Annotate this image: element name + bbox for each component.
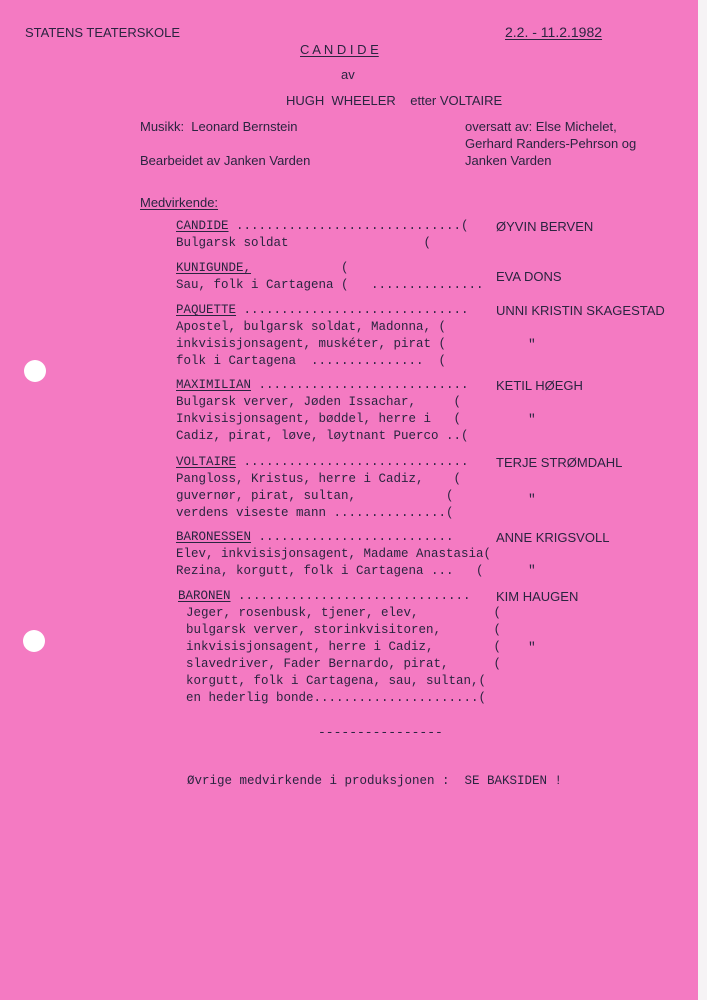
school-name: STATENS TEATERSKOLE xyxy=(25,25,181,40)
role-leader: .............................. xyxy=(236,455,469,469)
role-doubles: Apostel, bulgarsk soldat, Madonna, ( xyxy=(176,320,447,334)
ditto-mark: " xyxy=(528,412,536,427)
role-doubles: Rezina, korgutt, folk i Cartagena ... ( xyxy=(176,564,484,578)
actor-name: ANNE KRIGSVOLL xyxy=(496,530,610,545)
cast-entry xyxy=(176,260,484,294)
footer-note: Øvrige medvirkende i produksjonen : SE BAKSIDEN ! xyxy=(187,774,563,788)
role-doubles: Inkvisisjonsagent, bøddel, herre i ( xyxy=(176,412,462,426)
role-doubles: folk i Cartagena ............... ( xyxy=(176,354,447,368)
play-title: C A N D I D E xyxy=(300,42,379,57)
authors-line: HUGH WHEELER etter VOLTAIRE xyxy=(286,93,503,108)
role-doubles: verdens viseste mann ...............( xyxy=(176,506,454,520)
actor-name: ØYVIN BERVEN xyxy=(496,219,594,234)
role-doubles: Sau, folk i Cartagena ( ............... xyxy=(176,278,484,292)
role-name: BARONEN xyxy=(178,589,231,603)
role-doubles: Jeger, rosenbusk, tjener, elev, ( xyxy=(186,606,502,620)
role-name: CANDIDE xyxy=(176,219,229,233)
separator-line: ---------------- xyxy=(318,725,443,740)
cast-entry xyxy=(176,454,469,522)
role-doubles: en hederlig bonde......................( xyxy=(186,691,487,705)
ditto-mark: " xyxy=(528,640,536,655)
role-name: BARONESSEN xyxy=(176,530,252,544)
role-name: VOLTAIRE xyxy=(176,455,237,469)
cast-heading: Medvirkende: xyxy=(140,195,219,210)
music-credit: Musikk: Leonard Bernstein xyxy=(140,119,298,134)
role-doubles: slavedriver, Fader Bernardo, pirat, ( xyxy=(186,657,502,671)
role-doubles: inkvisisjonsagent, herre i Cadiz, ( xyxy=(186,640,502,654)
ditto-mark: " xyxy=(528,492,536,507)
role-name: KUNIGUNDE, xyxy=(176,261,252,275)
role-name: MAXIMILIAN xyxy=(176,378,252,392)
role-leader: .......................... xyxy=(251,530,454,544)
role-leader: ( xyxy=(251,261,349,275)
role-leader: ............................... xyxy=(230,589,471,603)
translation-line-2: Gerhard Randers-Pehrson og xyxy=(465,136,637,151)
actor-name: UNNI KRISTIN SKAGESTAD xyxy=(496,303,665,318)
role-doubles: Bulgarsk verver, Jøden Issachar, ( xyxy=(176,395,462,409)
translation-line-1: oversatt av: Else Michelet, xyxy=(465,119,617,134)
role-doubles: Elev, inkvisisjonsagent, Madame Anastasia( xyxy=(176,547,492,561)
punch-hole xyxy=(24,360,46,382)
adaptation-credit: Bearbeidet av Janken Varden xyxy=(140,153,311,168)
production-dates: 2.2. - 11.2.1982 xyxy=(505,24,603,40)
role-doubles: Pangloss, Kristus, herre i Cadiz, ( xyxy=(176,472,462,486)
cast-entry xyxy=(176,302,469,370)
ditto-mark: " xyxy=(528,337,536,352)
role-name: PAQUETTE xyxy=(176,303,237,317)
ditto-mark: " xyxy=(528,563,536,578)
punch-hole xyxy=(23,630,45,652)
page-edge xyxy=(698,0,707,1000)
role-doubles: Bulgarsk soldat ( xyxy=(176,236,432,250)
actor-name: TERJE STRØMDAHL xyxy=(496,455,623,470)
role-doubles: korgutt, folk i Cartagena, sau, sultan,( xyxy=(186,674,487,688)
title-av: av xyxy=(341,67,355,82)
cast-entry xyxy=(178,588,501,707)
cast-entry xyxy=(176,529,491,580)
translation-line-3: Janken Varden xyxy=(465,153,552,168)
cast-entry xyxy=(176,218,469,252)
cast-entry xyxy=(176,377,469,445)
role-doubles: bulgarsk verver, storinkvisitoren, ( xyxy=(186,623,502,637)
role-doubles: guvernør, pirat, sultan, ( xyxy=(176,489,454,503)
actor-name: KETIL HØEGH xyxy=(496,378,583,393)
role-leader: .............................. xyxy=(236,303,469,317)
role-doubles: Cadiz, pirat, løve, løytnant Puerco ..( xyxy=(176,429,469,443)
actor-name: KIM HAUGEN xyxy=(496,589,579,604)
actor-name: EVA DONS xyxy=(496,269,562,284)
role-leader: ............................ xyxy=(251,378,469,392)
role-doubles: inkvisisjonsagent, muskéter, pirat ( xyxy=(176,337,447,351)
role-leader: ..............................( xyxy=(228,219,469,233)
